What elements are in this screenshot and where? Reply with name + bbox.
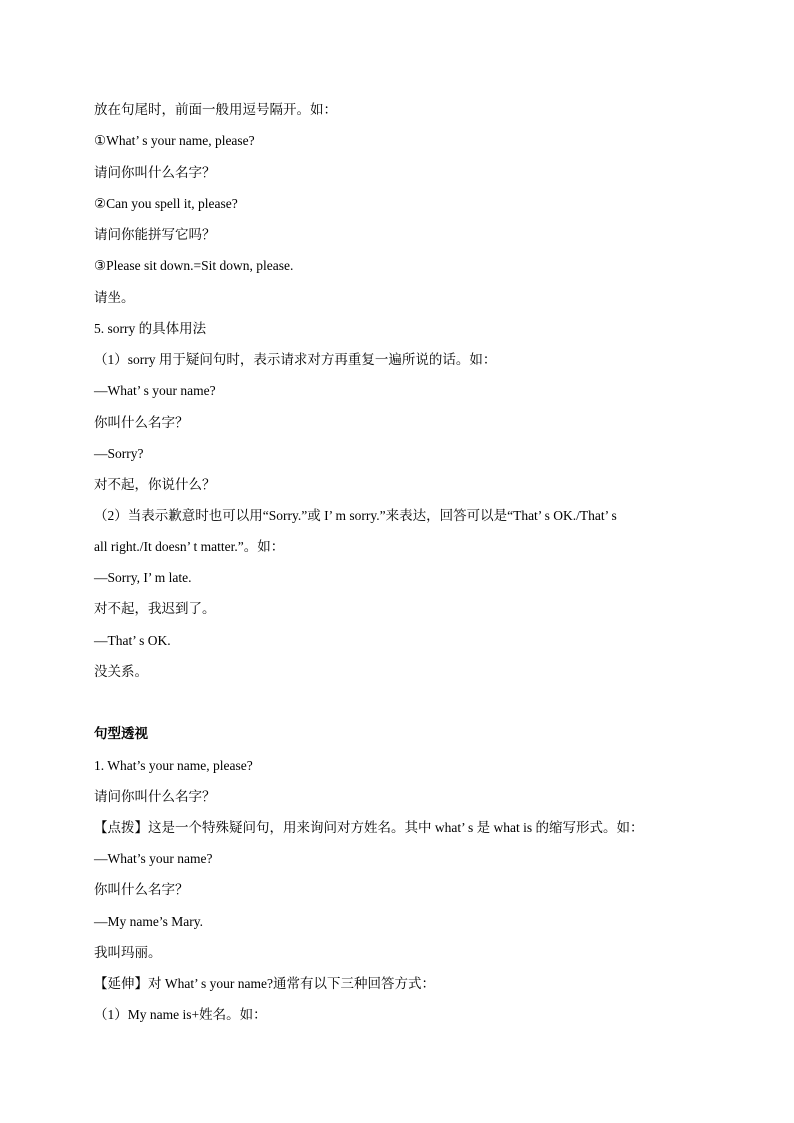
text-line: ③Please sit down.=Sit down, please. <box>94 258 294 273</box>
text-line: 没关系。 <box>94 664 148 679</box>
text-line: 你叫什么名字？ <box>94 882 189 897</box>
text-line: 放在句尾时，前面一般用逗号隔开。如： <box>94 102 337 117</box>
text-line: 【点拨】这是一个特殊疑问句，用来询问对方姓名。其中 what’ s 是 what is 的缩写形式。如： <box>94 820 644 835</box>
text-line: 你叫什么名字？ <box>94 415 189 430</box>
section-heading: 5. sorry 的具体用法 <box>94 321 207 336</box>
text-line: 请坐。 <box>94 290 135 305</box>
text-line: ②Can you spell it, please? <box>94 196 238 211</box>
text-line: 请问你叫什么名字？ <box>94 789 216 804</box>
text-line: 1. What’s your name, please? <box>94 758 253 773</box>
text-line: 请问你能拼写它吗？ <box>94 227 216 242</box>
text-line: 【延伸】对 What’ s your name?通常有以下三种回答方式： <box>94 976 435 991</box>
text-line: —Sorry? <box>94 446 144 461</box>
text-line: （2）当表示歉意时也可以用“Sorry.”或 I’ m sorry.”来表达，回答可以是“That’ s OK./That’ s <box>94 508 617 523</box>
text-line: （1）My name is+姓名。如： <box>94 1007 267 1022</box>
text-line: —My name’s Mary. <box>94 914 203 929</box>
section-title: 句型透视 <box>94 726 148 741</box>
text-line: —That’ s OK. <box>94 633 171 648</box>
text-line: （1）sorry 用于疑问句时，表示请求对方再重复一遍所说的话。如： <box>94 352 497 367</box>
text-line: —What’ s your name? <box>94 383 216 398</box>
text-line: —What’s your name? <box>94 851 213 866</box>
text-line: —Sorry, I’ m late. <box>94 570 192 585</box>
text-line: 请问你叫什么名字？ <box>94 165 216 180</box>
text-line: 对不起，我迟到了。 <box>94 601 216 616</box>
text-line: 对不起，你说什么？ <box>94 477 216 492</box>
text-line: ①What’ s your name, please? <box>94 133 255 148</box>
text-line: 我叫玛丽。 <box>94 945 162 960</box>
text-line: all right./It doesn’ t matter.”。如： <box>94 539 285 554</box>
